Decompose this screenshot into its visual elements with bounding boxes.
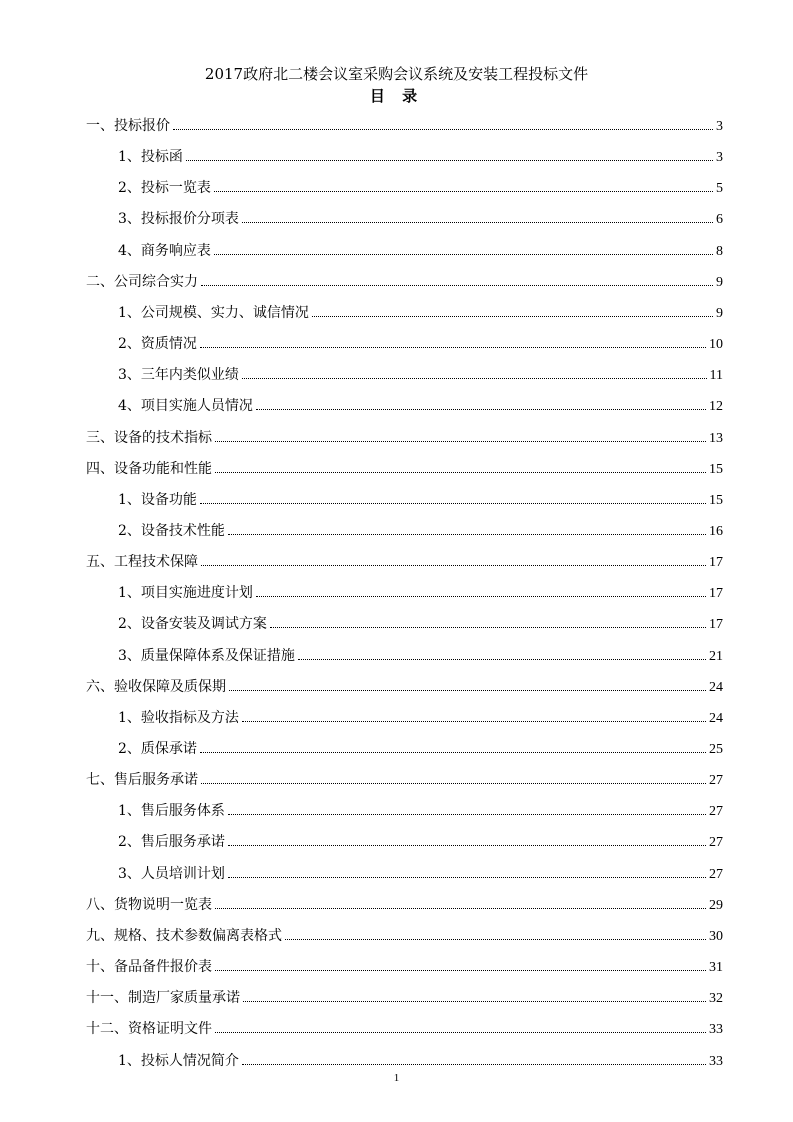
toc-subsection-entry[interactable] bbox=[118, 334, 723, 354]
toc-page-number: 27 bbox=[709, 773, 723, 788]
toc-entry-label: 3、三年内类似业绩 bbox=[118, 367, 239, 383]
toc-entry-label: 九、规格、技术参数偏离表格式 bbox=[86, 928, 282, 944]
toc-entry-label: 2、设备安装及调试方案 bbox=[118, 616, 267, 632]
toc-entry-label: 1、验收指标及方法 bbox=[118, 710, 239, 726]
toc-page-number: 17 bbox=[709, 555, 723, 570]
toc-dot-leader bbox=[270, 614, 706, 628]
toc-subsection-entry[interactable] bbox=[118, 646, 723, 666]
toc-page-number: 24 bbox=[709, 680, 723, 695]
toc-entry-label: 八、货物说明一览表 bbox=[86, 897, 212, 913]
toc-entry-label: 2、资质情况 bbox=[118, 336, 197, 352]
toc-dot-leader bbox=[228, 521, 706, 535]
toc-subsection-entry[interactable] bbox=[118, 303, 723, 323]
toc-entry-label: 十一、制造厂家质量承诺 bbox=[86, 990, 240, 1006]
toc-dot-leader bbox=[298, 646, 706, 660]
toc-dot-leader bbox=[256, 583, 706, 597]
toc-page-number: 33 bbox=[709, 1054, 723, 1069]
toc-subsection-entry[interactable] bbox=[118, 490, 723, 510]
toc-page-number: 15 bbox=[709, 462, 723, 477]
toc-section-entry[interactable] bbox=[86, 770, 723, 790]
toc-entry-label: 十二、资格证明文件 bbox=[86, 1021, 212, 1037]
toc-page-number: 15 bbox=[709, 493, 723, 508]
toc-subsection-entry[interactable] bbox=[118, 241, 723, 261]
toc-page-number: 9 bbox=[716, 306, 723, 321]
toc-entry-label: 六、验收保障及质保期 bbox=[86, 679, 226, 695]
toc-page-number: 3 bbox=[716, 119, 723, 134]
toc-page-number: 27 bbox=[709, 804, 723, 819]
toc-subsection-entry[interactable] bbox=[118, 801, 723, 821]
toc-page-number: 33 bbox=[709, 1022, 723, 1037]
toc-heading: 目 录 bbox=[369, 87, 424, 105]
toc-dot-leader bbox=[285, 926, 706, 940]
toc-dot-leader bbox=[215, 957, 706, 971]
toc-entry-label: 三、设备的技术指标 bbox=[86, 430, 212, 446]
toc-page-number: 30 bbox=[709, 929, 723, 944]
toc-subsection-entry[interactable] bbox=[118, 832, 723, 852]
toc-subsection-entry[interactable] bbox=[118, 396, 723, 416]
toc-subsection-entry[interactable] bbox=[118, 708, 723, 728]
toc-entry-label: 3、人员培训计划 bbox=[118, 866, 225, 882]
toc-dot-leader bbox=[186, 147, 713, 161]
toc-dot-leader bbox=[214, 178, 713, 192]
toc-section-entry[interactable] bbox=[86, 988, 723, 1008]
toc-entry-label: 4、商务响应表 bbox=[118, 243, 211, 259]
toc-entry-label: 2、设备技术性能 bbox=[118, 523, 225, 539]
toc-page-number: 24 bbox=[709, 711, 723, 726]
toc-page-number: 17 bbox=[709, 586, 723, 601]
toc-entry-label: 1、设备功能 bbox=[118, 492, 197, 508]
toc-subsection-entry[interactable] bbox=[118, 1051, 723, 1071]
toc-section-entry[interactable] bbox=[86, 895, 723, 915]
toc-page-number: 27 bbox=[709, 867, 723, 882]
toc-dot-leader bbox=[242, 1051, 706, 1065]
toc-dot-leader bbox=[242, 708, 706, 722]
toc-page-number: 27 bbox=[709, 835, 723, 850]
toc-dot-leader bbox=[228, 801, 706, 815]
toc-dot-leader bbox=[256, 396, 706, 410]
toc-dot-leader bbox=[215, 459, 706, 473]
toc-page-number: 25 bbox=[709, 742, 723, 757]
toc-page-number: 32 bbox=[709, 991, 723, 1006]
toc-section-entry[interactable] bbox=[86, 926, 723, 946]
toc-subsection-entry[interactable] bbox=[118, 583, 723, 603]
toc-page-number: 3 bbox=[716, 150, 723, 165]
toc-entry-label: 五、工程技术保障 bbox=[86, 554, 198, 570]
toc-dot-leader bbox=[243, 988, 706, 1002]
toc-subsection-entry[interactable] bbox=[118, 147, 723, 167]
toc-section-entry[interactable] bbox=[86, 677, 723, 697]
toc-dot-leader bbox=[215, 1019, 706, 1033]
toc-dot-leader bbox=[201, 552, 706, 566]
toc-entry-label: 七、售后服务承诺 bbox=[86, 772, 198, 788]
toc-dot-leader bbox=[200, 739, 706, 753]
toc-dot-leader bbox=[201, 272, 713, 286]
toc-dot-leader bbox=[215, 895, 706, 909]
toc-subsection-entry[interactable] bbox=[118, 209, 723, 229]
toc-entry-label: 3、质量保障体系及保证措施 bbox=[118, 648, 295, 664]
toc-page-number: 5 bbox=[716, 181, 723, 196]
toc-page-number: 29 bbox=[709, 898, 723, 913]
toc-page-number: 12 bbox=[709, 399, 723, 414]
toc-dot-leader bbox=[200, 490, 706, 504]
toc-dot-leader bbox=[215, 428, 706, 442]
toc-section-entry[interactable] bbox=[86, 552, 723, 572]
toc-section-entry[interactable] bbox=[86, 1019, 723, 1039]
toc-entry-label: 二、公司综合实力 bbox=[86, 274, 198, 290]
toc-section-entry[interactable] bbox=[86, 272, 723, 292]
toc-subsection-entry[interactable] bbox=[118, 365, 723, 385]
toc-subsection-entry[interactable] bbox=[118, 521, 723, 541]
toc-entry-label: 十、备品备件报价表 bbox=[86, 959, 212, 975]
toc-dot-leader bbox=[228, 864, 706, 878]
toc-page-number: 16 bbox=[709, 524, 723, 539]
document-title: 2017政府北二楼会议室采购会议系统及安装工程投标文件 bbox=[204, 65, 589, 83]
toc-subsection-entry[interactable] bbox=[118, 739, 723, 759]
toc-page-number: 9 bbox=[716, 275, 723, 290]
toc-page-number: 31 bbox=[709, 960, 723, 975]
toc-entry-label: 1、公司规模、实力、诚信情况 bbox=[118, 305, 309, 321]
toc-subsection-entry[interactable] bbox=[118, 614, 723, 634]
toc-section-entry[interactable] bbox=[86, 459, 723, 479]
toc-entry-label: 2、售后服务承诺 bbox=[118, 834, 225, 850]
toc-entry-label: 2、质保承诺 bbox=[118, 741, 197, 757]
toc-entry-label: 一、投标报价 bbox=[86, 118, 170, 134]
toc-dot-leader bbox=[214, 241, 713, 255]
toc-page-number: 17 bbox=[709, 617, 723, 632]
toc-dot-leader bbox=[201, 770, 706, 784]
toc-entry-label: 1、投标函 bbox=[118, 149, 183, 165]
toc-dot-leader bbox=[242, 365, 707, 379]
toc-entry-label: 1、项目实施进度计划 bbox=[118, 585, 253, 601]
toc-section-entry[interactable] bbox=[86, 957, 723, 977]
toc-dot-leader bbox=[228, 832, 706, 846]
toc-page-number: 6 bbox=[716, 212, 723, 227]
toc-dot-leader bbox=[242, 209, 713, 223]
toc-page-number: 11 bbox=[709, 368, 723, 383]
toc-section-entry[interactable] bbox=[86, 116, 723, 136]
toc-dot-leader bbox=[173, 116, 713, 130]
toc-dot-leader bbox=[312, 303, 713, 317]
toc-entry-label: 1、投标人情况简介 bbox=[118, 1053, 239, 1069]
toc-entry-label: 2、投标一览表 bbox=[118, 180, 211, 196]
toc-entry-label: 1、售后服务体系 bbox=[118, 803, 225, 819]
toc-section-entry[interactable] bbox=[86, 428, 723, 448]
toc-dot-leader bbox=[200, 334, 706, 348]
toc-entry-label: 4、项目实施人员情况 bbox=[118, 398, 253, 414]
page-number-footer: 1 bbox=[393, 1072, 400, 1084]
toc-page-number: 10 bbox=[709, 337, 723, 352]
toc-page-number: 21 bbox=[709, 649, 723, 664]
toc-entry-label: 四、设备功能和性能 bbox=[86, 461, 212, 477]
toc-subsection-entry[interactable] bbox=[118, 864, 723, 884]
toc-dot-leader bbox=[229, 677, 706, 691]
toc-page-number: 13 bbox=[709, 431, 723, 446]
toc-page-number: 8 bbox=[716, 244, 723, 259]
toc-entry-label: 3、投标报价分项表 bbox=[118, 211, 239, 227]
toc-subsection-entry[interactable] bbox=[118, 178, 723, 198]
